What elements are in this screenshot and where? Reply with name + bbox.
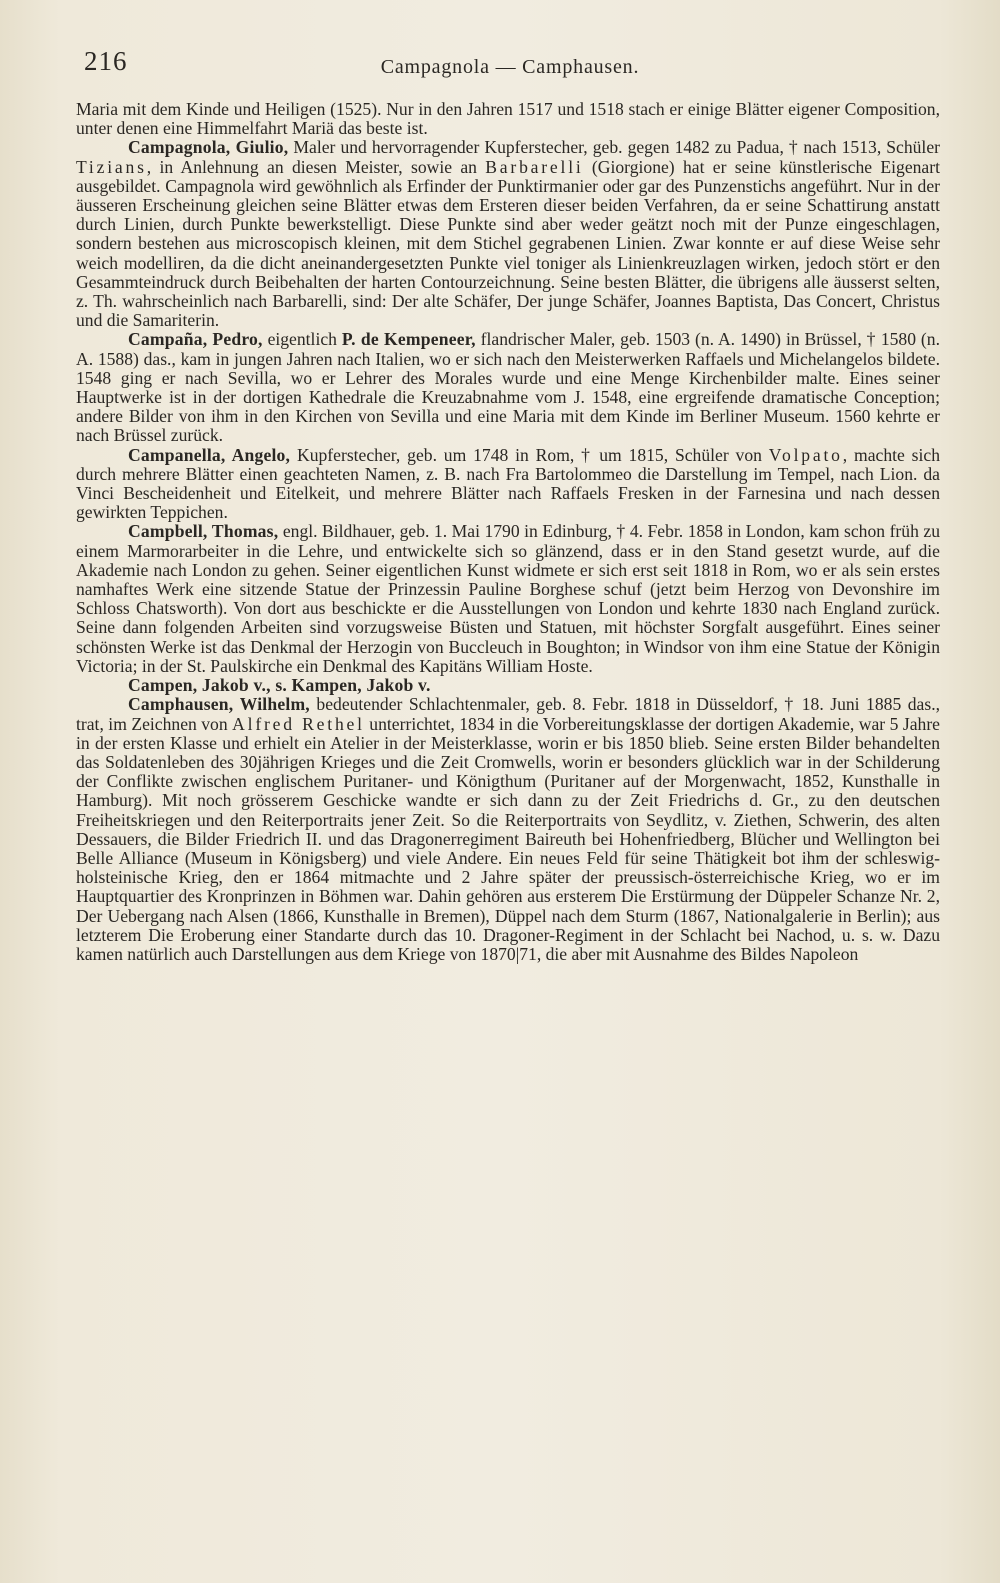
entry-text: engl. Bildhauer, geb. 1. Mai 1790 in Edinburg, † 4. Febr. 1858 in London, kam schon früh zu einem Marmorarbeiter in die Lehre, und entwickelte sich so glänzend, dass er in den Stand gesetzt wurde, auf die Akademie nach London zu gehen. Seiner eigentlichen Kunst widmete er sich erst seit 1818 in Rom, wo er als sein erstes namhaftes Werk eine sitzende Statue der Prinzessin Pauline Borghese schuf (jetzt beim Herzog von Devonshire im Schloss Chatsworth). Von dort aus beschickte er die Ausstellungen von London und kehrte 1830 nach England zurück. Seine dann folgenden Arbeiten sind vorzugsweise Büsten und Statuen, mit höchster Sorgfalt ausgeführt. Eines seiner schönsten Werke ist das Denkmal der Herzogin von Buccleuch in Boughton; in Windsor von ihm eine Statue der Königin Victoria; in der St. Paulskirche ein Denkmal des Kapitäns William Hoste. — [76, 521, 940, 676]
entry-text: , machte sich durch mehrere Blätter einen geachteten Namen, z. B. nach Fra Bartolommeo die Darstellung im Tempel, nach Lion. da Vinci Bescheidenheit und Eitelkeit, und mehrere Blätter nach Raffaels Fresken in der Farnesina und nach dessen gewirkten Teppichen. — [76, 444, 940, 523]
entry-text: , in Anlehnung an diesen Meister, sowie an — [146, 156, 486, 177]
spaced-name: Volpato — [768, 444, 843, 465]
dictionary-entry — [76, 695, 940, 964]
dictionary-entry — [76, 522, 940, 676]
entry-headword: Campaña, Pedro, — [128, 329, 263, 350]
spaced-name: Barbarelli — [485, 156, 584, 177]
entry-headword: Campen, Jakob v., s. Kampen, Jakob v. — [128, 675, 431, 696]
entry-headword: Campanella, Angelo, — [128, 444, 291, 465]
entry-text: bedeutender Schlachtenmaler, geb. 8. Febr. 1818 in Düsseldorf, † 18. Juni 1885 das., trat, im Zeichnen von — [76, 694, 940, 734]
entry-text: eigentlich — [262, 329, 342, 350]
entry-text: Maria mit dem Kinde und Heiligen (1525). Nur in den Jahren 1517 und 1518 stach er einige Blätter eigener Composition, unter denen eine Himmelfahrt Mariä das beste ist. — [76, 99, 940, 139]
entry-headword: Campagnola, Giulio, — [128, 137, 289, 158]
page-number: 216 — [84, 46, 128, 76]
dictionary-entry — [76, 446, 940, 523]
entry-text: flandrischer Maler, geb. 1503 (n. A. 1490) in Brüssel, † 1580 (n. A. 1588) das., kam in jungen Jahren nach Italien, wo er sich nach den Meisterwerken Raffaels und Michelangelos bildete. 1548 ging er nach Sevilla, wo er Lehrer des Morales wurde und eine Menge Kirchenbilder malte. Eines seiner Hauptwerke ist in der dortigen Kathedrale die Kreuzabnahme vom J. 1548, eine ergreifende dramatische Conception; andere Bilder von ihm in den Kirchen von Sevilla und eine Maria mit dem Kinde im Berliner Museum. 1560 kehrte er nach Brüssel zurück. — [76, 329, 940, 446]
continued-text — [76, 100, 940, 138]
dictionary-entry — [76, 330, 940, 445]
spaced-name: Alfred Rethel — [232, 713, 365, 734]
entry-headword: P. de Kempeneer, — [341, 329, 476, 350]
spaced-name: Tizians — [76, 156, 147, 177]
running-head: Campagnola — Camphausen. — [380, 56, 640, 78]
entry-text: Maler und hervorragender Kupferstecher, geb. gegen 1482 zu Padua, † nach 1513, Schüler — [288, 137, 940, 158]
article-body — [76, 100, 940, 964]
dictionary-entry — [76, 676, 940, 695]
entry-headword: Campbell, Thomas, — [128, 521, 279, 542]
entry-text: Kupferstecher, geb. um 1748 in Rom, † um 1815, Schüler von — [290, 444, 769, 465]
page-header — [84, 46, 936, 86]
dictionary-entry — [76, 138, 940, 330]
entry-text: unterrichtet, 1834 in die Vorbereitungsklasse der dortigen Akademie, war 5 Jahre in der ersten Klasse und erhielt ein Atelier in der Meisterklasse, worin er bis 1850 blieb. Seine ersten Bilder behandelten das Soldatenleben des 30jährigen Krieges und die Zeit Cromwells, worin er besonders glücklich war in der Schilderung der Conflikte zwischen englischem Puritaner- und Königthum (Puritaner auf der Morgenwacht, 1852, Kunsthalle in Hamburg). Mit noch grösserem Geschicke wandte er sich dann zu der Zeit Friedrichs d. Gr., zu den deutschen Freiheitskriegen und den Reiterportraits jener Zeit. So die Reiterportraits von Seydlitz, v. Ziethen, Schwerin, des alten Dessauers, die Bilder Friedrich II. und das Dragonerregiment Baireuth bei Hohenfriedberg, Blücher und Wellington bei Belle Alliance (Museum in Königsberg) und viele Andere. Ein neues Feld für seine Thätigkeit bot ihm der schleswig-holsteinische Krieg, den er 1864 mitmachte und 2 Jahre später der preussisch-österreichische Krieg, wo er im Hauptquartier des Kronprinzen in Böhmen war. Dahin gehören aus ersterem Die Erstürmung der Düppeler Schanze Nr. 2, Der Uebergang nach Alsen (1866, Kunsthalle in Bremen), Düppel nach dem Sturm (1867, Nationalgalerie in Berlin); aus letzterem Die Eroberung einer Standarte durch das 10. Dragoner-Regiment in der Schlacht bei Nachod, u. s. w. Dazu kamen natürlich auch Darstellungen aus dem Kriege von 1870|71, die aber mit Ausnahme des Bildes Napoleon — [76, 713, 940, 964]
entry-text: (Giorgione) hat er seine künstlerische Eigenart ausgebildet. Campagnola wird gewöhnlich als Erfinder der Punktirmanier oder gar des Punzenstichs angeführt. Nur in der äusseren Erscheinung gleichen seine Blätter etwas dem Ersteren dieser beiden Verfahren, da er seine Schattirung anstatt durch Linien, durch Punkte bewerkstelligt. Diese Punkte sind aber weder geätzt noch mit der Punze eingeschlagen, sondern bestehen aus microscopisch kleinen, mit dem Stichel gegrabenen Linien. Zwar konnte er auf diese Weise sehr weich modelliren, da die dicht aneinandergesetzten Punkte viel toniger als Linienkreuzlagen wirken, jedoch stört er den Gesammteindruck durch Beibehalten der harten Contourzeichnung. Seine besten Blätter, die übrigens alle äusserst selten, z. Th. wahrscheinlich nach Barbarelli, sind: Der alte Schäfer, Der junge Schäfer, Joannes Baptista, Das Concert, Christus und die Samariterin. — [76, 156, 940, 331]
entry-headword: Camphausen, Wilhelm, — [128, 694, 310, 715]
